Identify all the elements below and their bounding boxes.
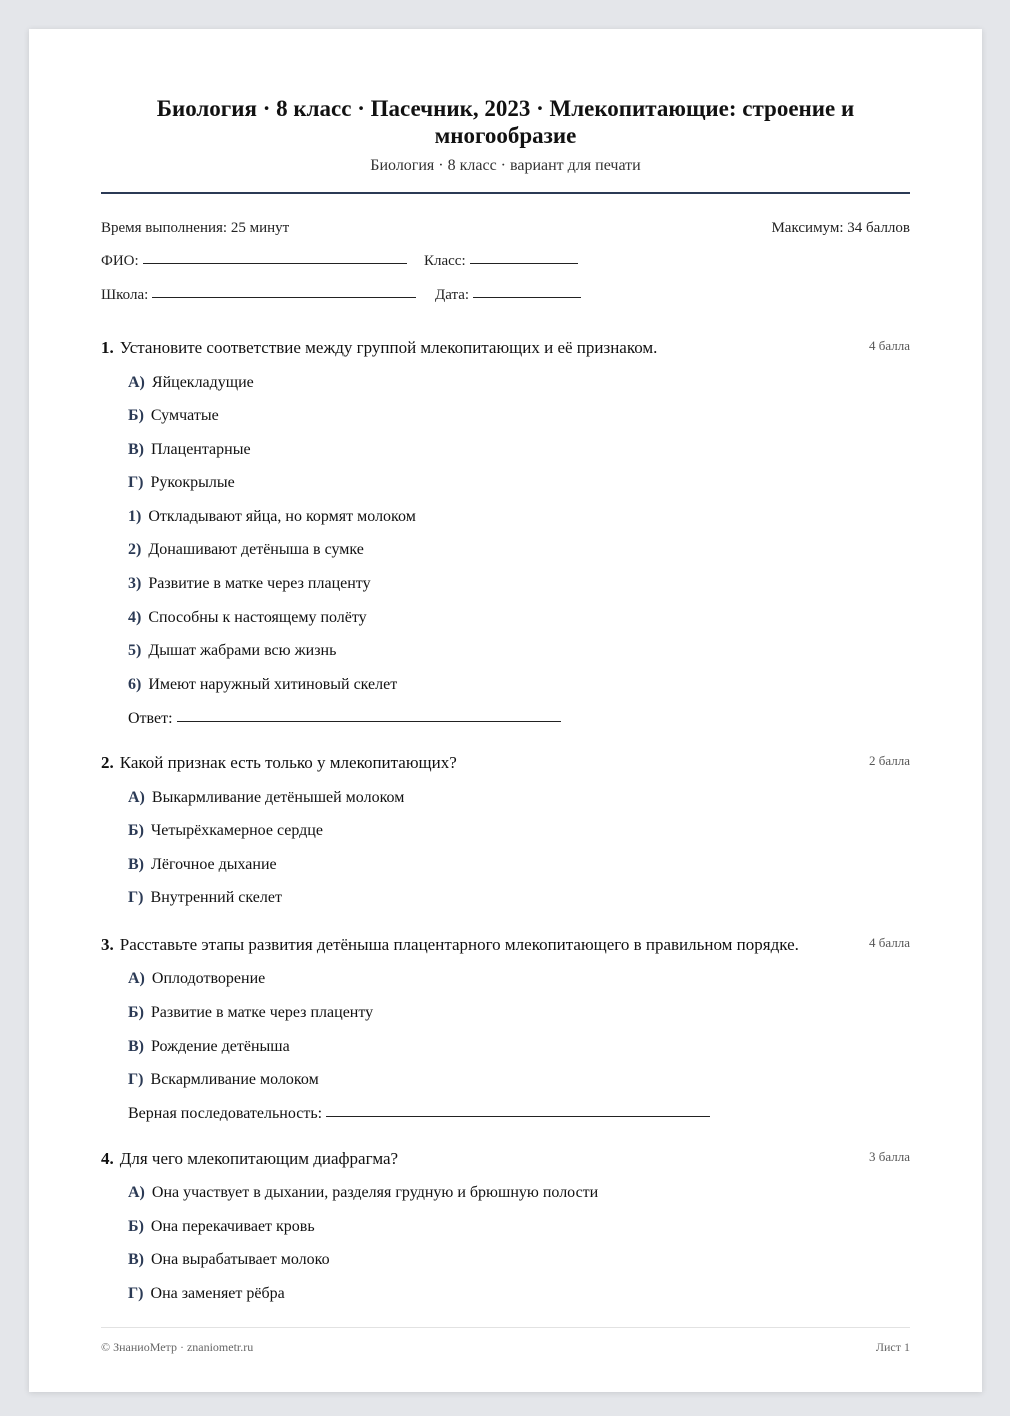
q1-option-4[interactable] [128, 609, 367, 627]
class-line[interactable] [470, 262, 578, 264]
option-text: Плацентарные [151, 441, 251, 458]
option-text: Внутренний скелет [150, 889, 282, 906]
sheet-number: Лист 1 [875, 1340, 910, 1354]
option-label: А) [128, 1184, 145, 1201]
option-label: 4) [128, 609, 142, 626]
q3-option-g[interactable] [128, 1071, 319, 1089]
option-text: Имеют наружный хитиновый скелет [148, 676, 398, 693]
page-title: Биология · 8 класс · Пасечник, 2023 · Млекопитающие: строение и многообразие [156, 96, 855, 148]
q1-option-b[interactable] [128, 407, 219, 425]
question-points: 4 балла [869, 935, 910, 950]
option-label: В) [128, 856, 144, 873]
class-label: Класс: [424, 253, 466, 269]
school-field[interactable] [101, 287, 416, 304]
option-label: 2) [128, 541, 142, 558]
option-label: Г) [128, 889, 144, 906]
q1-option-v[interactable] [128, 441, 251, 459]
option-label: Б) [128, 1004, 144, 1021]
option-label: В) [128, 1038, 144, 1055]
school-label: Школа: [101, 287, 149, 303]
question-heading [101, 934, 910, 956]
q1-option-g[interactable] [128, 474, 235, 492]
option-text: Она перекачивает кровь [150, 1218, 315, 1235]
q4-option-b[interactable] [128, 1218, 315, 1236]
date-label: Дата: [435, 287, 470, 303]
option-text: Донашивают детёныша в сумке [148, 541, 364, 558]
option-label: 6) [128, 676, 142, 693]
question-1 [101, 337, 910, 359]
page-content [101, 29, 910, 1392]
option-text: Развитие в матке через плаценту [150, 1004, 374, 1021]
question-text: Установите соответствие между группой млекопитающих и её признаком. [119, 338, 658, 357]
answer-label: Ответ: [128, 710, 173, 727]
option-text: Яйцекладущие [151, 374, 254, 391]
q1-option-5[interactable] [128, 642, 336, 660]
time-limit: Время выполнения: 25 минут [101, 220, 290, 236]
date-field[interactable] [435, 287, 581, 304]
question-number: 2. [101, 753, 114, 772]
option-label: Б) [128, 822, 144, 839]
q2-option-g[interactable] [128, 889, 282, 907]
answer-line[interactable] [326, 1115, 710, 1117]
option-text: Рождение детёныша [151, 1038, 290, 1055]
q2-option-b[interactable] [128, 822, 323, 840]
option-text: Откладывают яйца, но кормят молоком [148, 508, 416, 525]
max-score: Максимум: 34 баллов [771, 220, 910, 236]
option-text: Сумчатые [150, 407, 219, 424]
option-label: А) [128, 374, 145, 391]
option-label: Г) [128, 474, 144, 491]
q3-option-v[interactable] [128, 1038, 290, 1056]
option-label: 1) [128, 508, 142, 525]
worksheet-page [29, 29, 982, 1392]
option-text: Четырёхкамерное сердце [150, 822, 323, 839]
page-subtitle: Биология · 8 класс · вариант для печати [370, 157, 641, 174]
question-heading [101, 752, 910, 774]
question-number: 3. [101, 935, 114, 954]
option-label: 5) [128, 642, 142, 659]
q2-option-a[interactable] [128, 789, 404, 807]
question-points: 2 балла [869, 753, 910, 768]
q1-option-2[interactable] [128, 541, 364, 559]
option-text: Она вырабатывает молоко [151, 1251, 330, 1268]
q4-option-a[interactable] [128, 1184, 598, 1202]
header-divider [101, 192, 910, 194]
answer-line[interactable] [177, 720, 561, 722]
option-text: Оплодотворение [151, 970, 266, 987]
q4-option-v[interactable] [128, 1251, 330, 1269]
q1-answer-field[interactable] [128, 710, 561, 728]
option-text: Вскармливание молоком [150, 1071, 319, 1088]
question-number: 1. [101, 338, 114, 357]
q4-option-g[interactable] [128, 1285, 285, 1303]
question-number: 4. [101, 1149, 114, 1168]
footer-divider [101, 1327, 910, 1328]
question-text: Расставьте этапы развития детёныша плацентарного млекопитающего в правильном порядке. [119, 935, 799, 954]
option-text: Она заменяет рёбра [150, 1285, 285, 1302]
question-2 [101, 752, 910, 774]
option-text: Развитие в матке через плаценту [148, 575, 371, 592]
footer-copyright: © ЗнаниоМетр · znaniometr.ru [101, 1340, 254, 1354]
q2-option-v[interactable] [128, 856, 277, 874]
question-4 [101, 1148, 910, 1170]
q1-option-3[interactable] [128, 575, 371, 593]
class-field[interactable] [424, 253, 578, 270]
option-text: Лёгочное дыхание [151, 856, 277, 873]
answer-label: Верная последовательность: [128, 1105, 323, 1122]
option-text: Выкармливание детёнышей молоком [151, 789, 405, 806]
option-label: В) [128, 441, 144, 458]
q1-option-6[interactable] [128, 676, 397, 694]
q3-option-b[interactable] [128, 1004, 373, 1022]
q1-option-1[interactable] [128, 508, 416, 526]
question-3 [101, 934, 910, 956]
option-label: Г) [128, 1285, 144, 1302]
option-label: Б) [128, 407, 144, 424]
school-line[interactable] [152, 296, 416, 298]
question-points: 4 балла [869, 338, 910, 353]
option-label: А) [128, 789, 145, 806]
question-points: 3 балла [869, 1149, 910, 1164]
option-label: 3) [128, 575, 142, 592]
question-heading [101, 337, 910, 359]
option-text: Дышат жабрами всю жизнь [148, 642, 337, 659]
option-label: Б) [128, 1218, 144, 1235]
q3-option-a[interactable] [128, 970, 265, 988]
option-label: А) [128, 970, 145, 987]
option-label: Г) [128, 1071, 144, 1088]
option-text: Рукокрылые [150, 474, 235, 491]
fio-label: ФИО: [101, 253, 139, 269]
option-label: В) [128, 1251, 144, 1268]
question-text: Какой признак есть только у млекопитающих? [119, 753, 457, 772]
option-text: Она участвует в дыхании, разделяя грудную и брюшную полости [151, 1184, 599, 1201]
meta-row [101, 220, 910, 237]
question-text: Для чего млекопитающим диафрагма? [119, 1149, 399, 1168]
option-text: Способны к настоящему полёту [148, 609, 367, 626]
question-heading [101, 1148, 910, 1170]
fio-field[interactable] [101, 253, 407, 270]
q1-option-a[interactable] [128, 374, 254, 392]
fio-line[interactable] [143, 262, 407, 264]
q3-answer-field[interactable] [128, 1105, 710, 1123]
date-line[interactable] [473, 296, 581, 298]
page-footer [101, 1340, 910, 1355]
